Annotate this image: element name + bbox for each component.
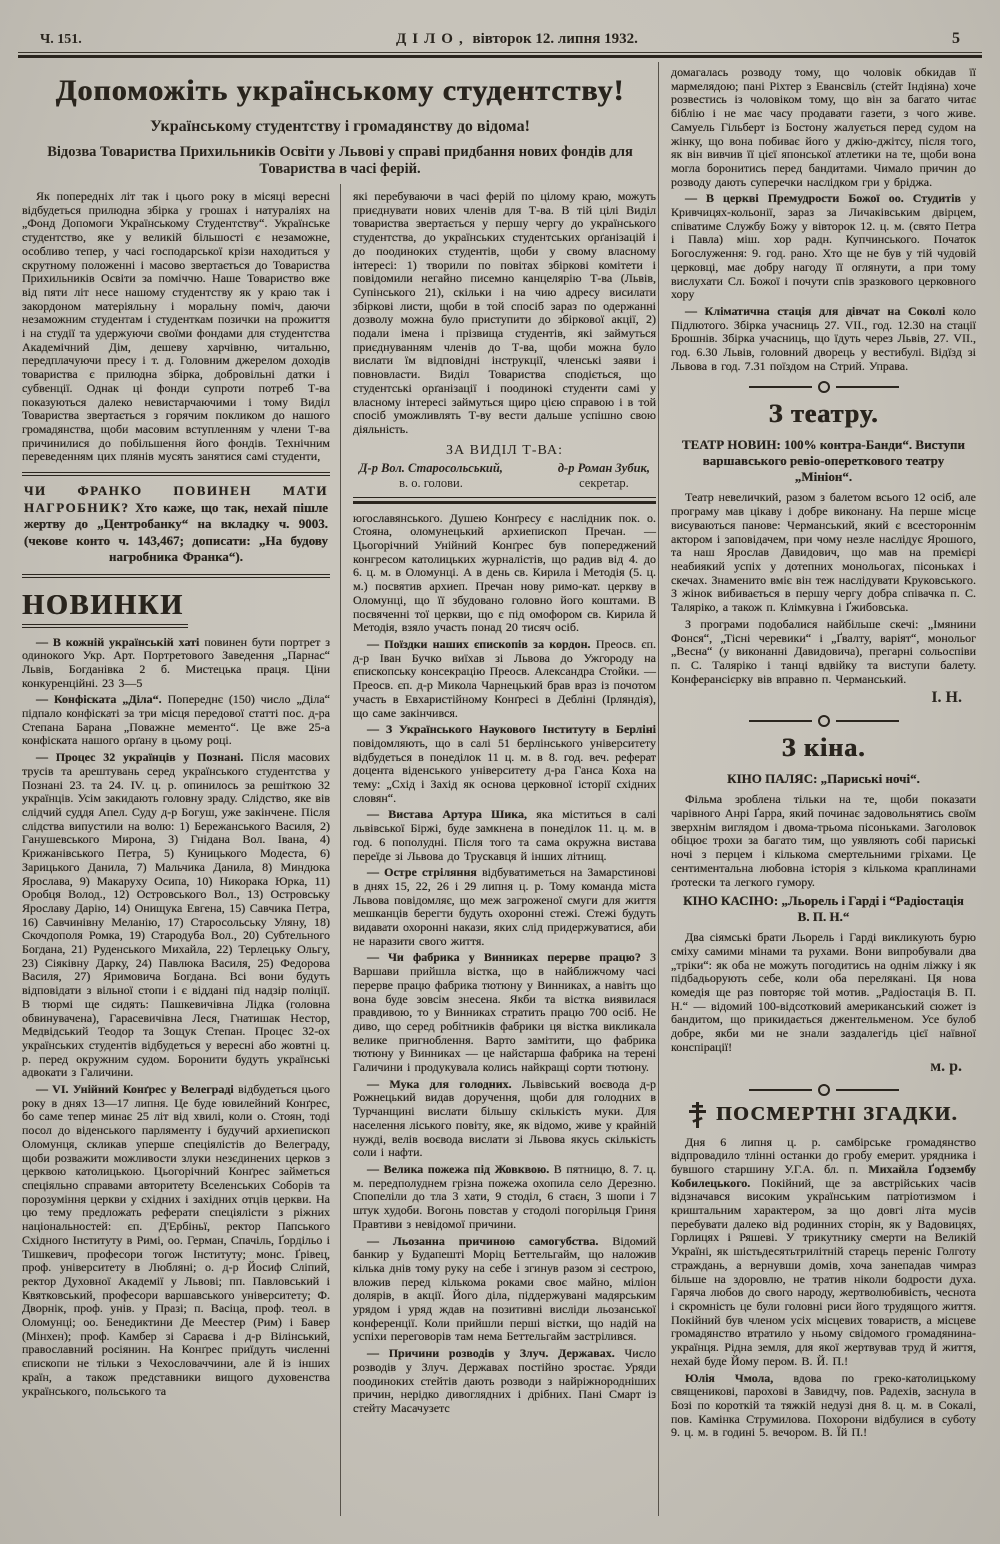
news-item-lead: — Поїздки наших єпископів за кордон. xyxy=(367,636,591,651)
novynky-header xyxy=(22,584,330,636)
obituary-entry xyxy=(671,1372,976,1441)
news-item xyxy=(353,1235,656,1345)
obituary-entry xyxy=(671,1136,976,1369)
news-item-lead: — Льозанна причиною самогубства. xyxy=(367,1233,599,1248)
lead-article-subtitle: Українському студентству і громадянству до відома! xyxy=(150,118,530,135)
news-item-lead: — Процес 32 українців у Познані. xyxy=(36,750,244,765)
signer-name: д-р Роман Зубик, xyxy=(557,460,650,475)
signer-role: в. о. голови. xyxy=(399,475,463,490)
masthead-date: вівторок 12. липня 1932. xyxy=(472,31,638,47)
orthodox-cross-icon xyxy=(689,1102,706,1128)
cinema-review-byline: м. р. xyxy=(930,1057,962,1075)
signature-heading: ЗА ВИДІЛ Т-ВА: xyxy=(446,442,563,458)
news-item xyxy=(353,723,656,805)
news-item-text: З Варшави прийшла вістка, що в найближчому часі перерве працю фабрика тютюну у Винниках, а навіть що вона буде зовсім знесена. Якби та вістка виявилася правдивою, то у Винниках стратить працю 700 осіб. Не диво, що серед робітників фабрики ця вістка викликала велике пригноблення. Варто замітити, що фабрика тютюну у Винниках — це найстарша фабрика на терені Галичини і продукувала колись найкращі сорти тютюну. xyxy=(353,950,656,1075)
news-item-text: Попереднє (150) число „Діла“ підпало конфіскаті за три місця передової статті пос. д-ра Степана Барана „Поважне мементо“. Це вже 25-а конфіската нашого орґану в цьому році. xyxy=(22,692,330,748)
news-item xyxy=(353,951,656,1074)
news-item-text: яка міститься в салі львівської Біржі, буде замкнена в понеділок 11. ц. м. в год. 6 пополудні. Після того та сама окружна вистава переїде зі Львова до Трускавця й інших літнищ. xyxy=(353,807,656,863)
column-3 xyxy=(658,62,980,1516)
news-item-text: Число розводів у Злуч. Державах постійно зростає. Уряди поодиноких стейтів дають розводи з найріжнородніших причин, нерідко дивоглядних і дрібних. Пані Смарт із стейту Масачузетс xyxy=(353,1346,657,1415)
obituary-header xyxy=(671,1102,976,1128)
novynky-title: НОВИНКИ xyxy=(22,590,188,628)
obituary-text: Дня 6 липня ц. р. самбірське громадянство відпровадило тлінні останки до гробу емерит. урядника і бувшого старшину У.Г.А. бл. п. xyxy=(671,1134,976,1176)
paper-name: ДІЛО, xyxy=(395,31,469,47)
theatre-review-heading: ТЕАТР НОВИН: 100% контра-Банди“. Виступи варшавського ревіо-опереткового театру „Мініон“. xyxy=(681,437,966,485)
news-item-lead: — Остре стріляння xyxy=(367,865,477,880)
news-item-text: повідомляють, що в салі 51 берлінського університету відбудеться в понеділок 11 ц. м. в 8. год. веч. реферат доцента віденського університету д-ра Ганса Коха на тему: „Схід і Захід як основа церковної історії східних словян“. xyxy=(353,735,656,805)
news-item-text: В пятницю, 8. 7. ц. м. передполуднем грізна пожежа охопила село Дерезню. Спопеліли до тла 3 хати, 9 стоділ, 6 стаєн, 3 шопи і 7 штук худоби. Вогонь повстав у стодолі погорільця Гриня Правтиви з невідомої причини. xyxy=(353,1162,656,1231)
news-item xyxy=(22,693,330,748)
news-item-text: повинен бути портрет з одинокого Укр. Арт. Портретового Заведення „Парнас“ Львів, Богданівка 2 б. Мистецька праця. Ціни конкуренційні. 23 3—5 xyxy=(22,634,330,690)
news-item-lead: — В церкві Премудрости Божої оо. Студитів xyxy=(685,191,961,206)
franko-appeal-text xyxy=(24,483,328,566)
theatre-review-paragraph: Театр невеличкий, разом з балетом всього 12 осіб, але програму мав цікаву і добре виконану. На перше місце висуваються панове: Черманський, який є всестороннім актором і заповідачем, при чому незле наслідує Ярошого, та наш Ярослав Давидович, що мав на премієрі неабиякий успіх у дотепних монольогах, пісоньках і скечах. Знаменито вміє він теж наслідувати Круковського. З жінок вибивається в першу чергу добра співачка п. С. Таляріко, а також п. Клімкувна і Ґжибовська. xyxy=(671,490,976,615)
masthead xyxy=(0,0,1000,52)
ornament-divider xyxy=(749,1084,899,1096)
obituary-text: Покійний, ще за австрійських часів відзначався високим українським патріотизмом і криштальним характером, за що довгі літа мусів перебувати далеко від родинних сторін, як у Вадовицях, Горлицях і Ряшеві. У трикутнику смерти на Великій Україні, як шістьдесятьтрилітній старець переніс Голготу страждань, а вернувши домів, хоча занепадав чимраз більше на здоровлю, не тратив ніколи бодрости духа. Гаряча любов до свого народу, жертволюбивість, чеснота і скромність це були головні риси його трудящого життя. Покійний був членом усіх місцевих товариств, а місцеве громадянство втратило у ньому свідомого громадянина-українця. Рідна земля, для якої жертвував труд й життя, нехай буде Йому пером. В. Й. П.! xyxy=(671,1175,976,1368)
news-item-text: Преосв. єп. д-р Іван Бучко виїхав зі Львова до Ужгороду на єпископську консекрацію Преосв. Александра Стойки. — Преосв. єп. д-р Микола Чарнецький брав враз із почотом участь в Евхаристійному Конґресі в Дебліні (Ірляндія), що саме закінчився. xyxy=(353,636,656,720)
news-item-text: Після масових трусів та арештувань серед українського студентства у Познані 23. та 24. IV. ц. р. опинилось за решіткою 32 українців. Усім закидають головну зраду. Слідство, яке вів слідчий суддя Апел. Суду д-р Богуш, уже закінчене. Після слідства випустили на волю: 1) Бережанського Василя, 2) Ганушевського Мирона, 3) Гнідана Вол. Івана, 4) Крижанівського Петра, 5) Куницького Модеста, 6) Зарицького Данила, 7) Мальчика Данила, 8) Миндюка Ярослава, 9) Макаруху Осипа, 10) Никорака Юрка, 11) Оробця Волод., 12) Островського Вол., 13) Островську Ярославу Дарію, 14) Онищука Евгена, 15) Савчика Петра, 16) Савчинівну Меланію, 17) Старосольську Уляну, 18) Скочдополя Ромка, 19) Стародуба Вол., 20) Субтельного Богдана, 21) Руденського Михайла, 22) Терлецьку Ольгу, 23) Сіяківну Дарку, 24) Павлюка Василя, 25) Федорова Василя, 27) Яримовича Богдана. Всі вони будуть відповідати з вільної стопи і є віддані під надзір поліції. В тюрмі ще сидять: Пашкевичівна Лідка (головна обвинувачена), Гарасевичівна Леся, Гнатишак Нестор, Медвідський Теодор та Зощук Степан. Процес 32-ох українських студентів відбудеться у вересні або жовтні ц. р. перед окружним судом. Боронити будуть українські адвокати з Галичини. xyxy=(22,750,330,1080)
obituary-text: вдова по греко-католицькому священикові, парохові в Завидчу, пов. Радехів, заснула в Бозі по короткій та тяжкій недузі дня 8. ц. м. в Сокалі, пов. Камінка Струмилова. Похорони відбулися в суботу 9. ц. м. в годині 5. вечором. В. Їй П.! xyxy=(671,1370,977,1440)
news-item-lead: — Чи фабрика у Винниках перерве працю? xyxy=(367,950,641,965)
cinema-casino-review: Два сіямські брати Льорель і Гарді викликують бурю сміху самими мінами та рухами. Вони випробували два „тріки“: як оба не можуть погодитись на однім ліжку і як підбадьорують себе, коли оба перелякані. Ця нова комедія ще раз повторяє той мотив. „Радіостація В. П. Н.“ — відомий 100-відсотковий американський сюжет із бандитом, що прикидається джентельменом. Усе булоб добре, якби ми не знали заздалегідь цієї наївної конспірації! xyxy=(671,930,976,1054)
lead-article-body: Як попередніх літ так і цього року в місяці вересні відбудеться прилюдна збірка у грошах і натураліях на „Фонд Допомоги Українському Студентству“. Українське студентство, яке у великій більшості є незаможне, особливо тепер, у часі господарської крізи находиться у скрутному положенні і масово звертається до Товариства Прихильників Освіти за поміччю. Наше Товариство вже від пяти літ несе нашому студентству як у краю так і закордоном матеріяльну і моральну поміч, даючи незаможним студентам і студенткам позички на прожиття і на студії та удержуючи своїми фондами для студентства Академічний Дім, дешеву харчівню, читальню, передплачуючи пресу і т. д. Головним джерелом доходів товариства є прилюдна збірка, добровільні датки і субвенції. Однак ці фонди супроти потреб Т-ва показуються далеко невистарчаючими і тому Виділ Товариства звертається з горячим покликом до нашого громадянства, щоби масовим вступленням у члени Т-ва причинилися до побільшення його фондів. Технічним переведенням цих плянів мусять занятися самі студенти, xyxy=(22,189,330,464)
divorce-article-continuation: домагалась розводу тому, що чоловік обкидав її мармелядою; пані Ріхтер з Евансвіль (стейт Індіяна) хоче розвестись із чоловіком тому, що він за багато читає біблію і не має часу продавати газети, з чого живе. Самуель Гільберт із Бостону жалується перед судом на жінку, що вона побиває його у джію-джітсу, після того, як він вивчив її цієї японської атлетики на те, щоби вона могла боронитись перед бандитами. Чимало причин до розводу дають суперечки наслідком гри у бріджа. xyxy=(671,65,976,189)
news-item xyxy=(353,808,656,863)
column-2 xyxy=(340,184,658,1516)
news-item-text: Львівський воєвода д-р Рожнецький видав доручення, щоби для голодних в Турчанщині вислати більшу скількість муки. Для населення ліського повіту, яке, як відомо, живе у крайній нужді, велів воєвода вислати зі Львова якусь скількість соли і нафти. xyxy=(353,1076,656,1160)
lead-article-continuation: які перебуваючи в часі ферій по цілому краю, можуть приєднувати нових членів для Т-ва. В тій цілі Виділ товариства звертається у першу чергу до українського студентства, до українських студентських орґанізацій і до поодиноких студентів, щоби у свому власному інтересі: 1) творили по повітах збіркові комітети і повідомили негайно писемно канцелярію Т-ва (Львів, Супінського 21), скільки і на чию адресу висилати збіркові листи, щоби в той спосіб зараз по одержанні дозволу можна було приступити до збіркової акції, 2) подали імена і прізвища студентів, які займуться приєднуванням членів до Т-ва, щоби можна було вислати їм відповідні інструкції, членські заяви і повновласти. Виділ Товариства сподіється, що студентські орґанізації і поодинокі студенти самі у власному інтересі займуться щиро цією справою і в той спосіб уможливлять Т-ву вести дальше успішно свою діяльність. xyxy=(353,189,656,436)
ornament-divider xyxy=(749,715,899,727)
cinema-section-title: З кіна. xyxy=(781,733,866,763)
signature-row xyxy=(353,461,656,491)
franko-instruction: Хто каже, що так, нехай пішле жертву до „Центробанку“ на вкладку ч. 9003. (чекове конто ч. 143,467; дописати: „На будову нагробника Франка“). xyxy=(24,499,329,565)
section-divider-rule xyxy=(353,497,656,504)
theatre-review-byline: І. Н. xyxy=(931,689,962,707)
lead-article-zone xyxy=(22,62,658,1516)
news-item xyxy=(671,192,976,302)
deceased-name: Михайла Ґодзембу Кобилецького. xyxy=(671,1161,976,1190)
news-item-lead: — Мука для голодних. xyxy=(367,1076,512,1091)
masthead-title xyxy=(396,31,638,48)
news-item xyxy=(353,1163,656,1232)
news-item xyxy=(671,305,976,374)
lead-article-header xyxy=(22,62,658,184)
news-item-text: відбуватиметься на Замарстинові в днях 15, 22, 26 і 29 липня ц. р. Тому команда міста Львова повідомляє, що меж загроженої смуги для життя мешканців берегти будуть охоронні стежі. Стежі будуть видавати охоронні накази, яких слід придержуватися, аби не наразити свого життя. xyxy=(353,865,656,948)
news-item-lead: — Вистава Артура Шика, xyxy=(367,807,528,822)
franko-question: ЧИ ФРАНКО ПОВИНЕН МАТИ НАГРОБНИК? xyxy=(24,483,328,515)
news-item-text: Відомий банкир у Будапешті Моріц Беттельгайм, що наложив кілька днів тому руку на себе і згинув разом зі сестрою, вложив перед кількома роками своє майно, міліон долярів, в акції. Його діла, піддержувані мадярським урядом і уряд ждав на позитивні висліди льозанської конференції. Коли прийшли перші вістки, що надій на успіхи переговорів там нема Беттельгайм застрілився. xyxy=(353,1233,656,1344)
obituary-section-title: ПОСМЕРТНІ ЗГАДКИ. xyxy=(715,1103,959,1126)
news-item-lead: — Конфіската „Діла“. xyxy=(36,692,162,707)
news-item xyxy=(22,751,330,1080)
congress-continuation: югославянського. Душею Конґресу є наслідник пок. о. Стояна, оломунецький архиепископ Пречан. — Цьогорічний Унійний Конґрес був попереджений конгресом католицьких журналістів, що радив від 4. до 6. ц. м. в Оломунці. А в день св. Кирила і Методія (5. ц. м.) посвятив архиеп. Пречан нову римо-кат. церкву в Оломунці, що її збудовано головно його коштами. В посвяченні тої церкви, що є під омофором св. Кирила й Методія, взяло участь понад 20 тисяч осіб. xyxy=(353,510,656,635)
cinema-palyas-review: Фільма зроблена тільки на те, щоби показати чарівного Анрі Ґарра, який починає задовольнятись своїм зверхнім виглядом і двома-трьома пісоньками. Заголовок обіцює трохи за багато тим, що уявляють собі париські ночі з перцем і кількома смертельними гріхами. Це сентиментальна любовна історія з кількома краплинами ґротески та легкого гумору. xyxy=(671,792,976,889)
news-item xyxy=(353,638,656,720)
theatre-review-paragraph: З програми подобалися найбільше скечі: „Імянини Фонся“, „Тісні черевики“ і „Ґвалту, варіят“, монольог „Весна“ (у виконанні Давидовича), прегарні сольоспіви п. С. Таляріко і танці вдвійку та виступи балету. Конферансієрку вів вправно п. Черманський. xyxy=(671,616,976,686)
issue-number: Ч. 151. xyxy=(40,32,82,47)
deceased-name: Юлія Чмола, xyxy=(685,1370,774,1385)
lead-article-title: Допоможіть українському студентству! xyxy=(55,74,625,107)
news-item xyxy=(353,1347,656,1416)
page-number: 5 xyxy=(952,30,960,47)
page-content xyxy=(0,58,1000,1516)
news-item-lead: — Причини розводів у Злуч. Державах. xyxy=(367,1346,615,1361)
news-item xyxy=(353,866,656,948)
signature-right xyxy=(558,461,650,491)
news-item-text: відбудеться цього року в днях 13—17 липня. Це буде ювилейний Конґрес, бо саме тепер минає 25 літ від хвилі, коли о. Стоян, тоді посол до віденського парляменту і будучий архиепископ Оломунця, скликав уперше спеціялістів до Велеграду, щоби розважити можливости злуки незєдинених церков з церквою католицькою. Цьогорічний Конґрес займеться спеціяльно справами авторитету Вселенських Соборів та порозуміння церкви у східних і західних отців церкви. На цю тему предложать реферати спеціялісти з ріжних національностей: єп. Д'Ербіньї, ректор Папського Східного Інституту в Римі, оо. Герман, Спачіль, Ґордільо і Тишкевич, професори тогож Інституту; монс. Ґрівец, проф. університету в Любляні; о. д-р Йосиф Сліпий, ректор Духовної Академії у Львові; пп. Павловський і Квятковський, професори варшавського університету; Ф. Дворнік, проф. унів. у Празі; п. Васіца, проф. теол. в Оломунці; оо. Бенедиктини Де Меестер (Рим) і Бавер (Мінхен); проф. Камбер зі Сараєва і д-р Вілінський, православний росіянин. На Конґрес приїдуть численні єпископи не тільки з Чехословаччини, але й із інших країн, а також представники вищого духовенства українського, польського та xyxy=(22,1082,330,1398)
ornament-divider xyxy=(749,381,899,393)
lead-article-subhead: Відозва Товариства Прихильників Освіти у Львові у справі придбання нових фондів для Товариства в часі ферій. xyxy=(47,144,633,177)
cinema-palyas-heading: КІНО ПАЛЯС: „Париські ночі“. xyxy=(727,771,920,787)
signer-name: Д-р Вол. Старосольський, xyxy=(359,460,503,475)
news-item xyxy=(22,636,330,691)
news-item xyxy=(353,1078,656,1160)
news-item-text: у Кривчицях-кольонії, зараз за Личаківським двірцем, співатиме Службу Божу у вівторок 12. ц. м. (свято Петра і Павла) міш. хор радн. Купчинського. Початок Богослуження: 9. год. рано. Хто ще не був у тій чудовій церковці, має добру нагоду її оглянути, а при тому вислухати Сл. Божої і почути спів зразкового церковного хору xyxy=(671,191,977,302)
cinema-casino-heading: КІНО КАСІНО: „Льорель і Гарді і “Радіостація В. П. Н.“ xyxy=(683,893,964,925)
signer-role: секретар. xyxy=(579,475,629,490)
news-item-lead: — Велика пожежа під Жовквою. xyxy=(367,1162,550,1176)
theatre-section-title: З театру. xyxy=(768,399,879,429)
news-item-text: коло Підлютого. Збірка учасниць 27. VII., год. 12.30 на стації Брошнів. Збірка учасниць, що їдуть через Львів, 27. VII., год. 6.30 Львів, головний дворець у вестибулі. Відїзд зі Львова в год. 7.31 поїздом на Стрий. Управа. xyxy=(671,303,976,373)
news-item-lead: — VI. Унійний Конґрес у Велеграді xyxy=(36,1082,234,1097)
news-item-lead: — В кожній українській хаті xyxy=(36,634,200,649)
news-item-lead: — Кліматична стація для дівчат на Соколі xyxy=(685,303,946,318)
column-1 xyxy=(22,184,340,1516)
two-column-body xyxy=(22,184,658,1516)
franko-appeal-box xyxy=(22,472,330,578)
news-item-lead: — З Українського Наукового Інституту в Берліні xyxy=(367,722,656,737)
signature-left xyxy=(359,461,503,491)
news-item xyxy=(22,1083,330,1398)
